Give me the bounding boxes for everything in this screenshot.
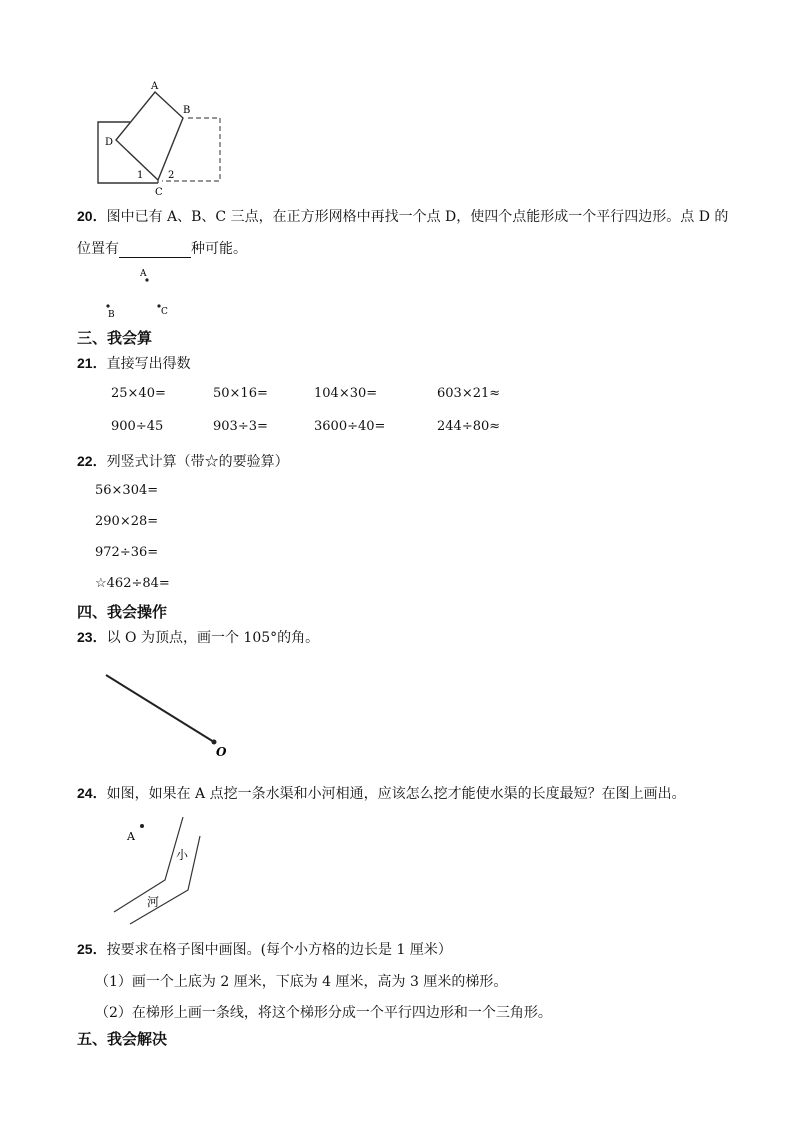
vertical-calc-item: 972÷36= [95,545,159,560]
question-25 [77,939,452,959]
question-text: 按要求在格子图中画图。(每个小方格的边长是 1 厘米） [106,942,452,958]
section-4-title: 四、我会操作 [77,603,168,621]
label-b: B [183,105,191,116]
river-label-2: 河 [147,895,160,909]
point-a-label: A [140,269,147,279]
calc-item: 603×21≈ [437,386,501,401]
question-text: 直接写出得数 [106,356,191,372]
question-number: 24． [77,785,107,801]
question-25-sub2: （2）在梯形上画一条线，将这个梯形分成一个平行四边形和一个三角形。 [95,1005,552,1021]
point-b-label: B [108,310,115,320]
question-number: 21． [77,355,107,371]
vertical-calc-item: ☆462÷84= [95,576,170,591]
question-number: 20． [77,208,107,224]
river-label-1: 小 [176,848,189,862]
question-number: 23． [77,629,107,645]
question-text: 图中已有 A、B、C 三点，在正方形网格中再找一个点 D，使四个点能形成一个平行四边形。点 D 的 [106,209,729,225]
section-5-title: 五、我会解决 [77,1030,168,1048]
point-c-label: C [161,307,168,317]
vertical-calc-item: 56×304= [95,483,159,498]
calc-item: 244÷80≈ [437,419,501,434]
label-angle1: 1 [137,170,144,181]
question-25-sub1: （1）画一个上底为 2 厘米，下底为 4 厘米，高为 3 厘米的梯形。 [95,974,508,990]
question-text-before-blank: 位置有 [77,241,119,257]
calc-item: 900÷45 [111,419,164,434]
question-number: 22． [77,453,107,469]
label-c: C [155,187,163,198]
question-text: 如图，如果在 A 点挖一条水渠和小河相通，应该怎么挖才能使水渠的长度最短？在图上画出。 [106,786,686,802]
point-a-label: A [127,830,135,843]
calc-item: 25×40= [111,386,166,401]
calc-item: 50×16= [213,386,268,401]
question-text: 以 O 为顶点，画一个 105°的角。 [106,630,320,646]
question-text: 列竖式计算（带☆的要验算） [106,454,289,470]
label-angle2: 2 [168,170,175,181]
vertex-label: O [216,745,227,759]
label-a: A [151,81,159,92]
calc-item: 903÷3= [213,419,268,434]
label-d: D [105,137,114,148]
calc-item: 104×30= [314,386,378,401]
calc-item: 3600÷40= [314,419,386,434]
section-3-title: 三、我会算 [77,329,153,347]
vertical-calc-item: 290×28= [95,514,159,529]
point-a [140,824,144,828]
question-number: 25． [77,941,107,957]
question-text-after-blank: 种可能。 [191,241,247,257]
